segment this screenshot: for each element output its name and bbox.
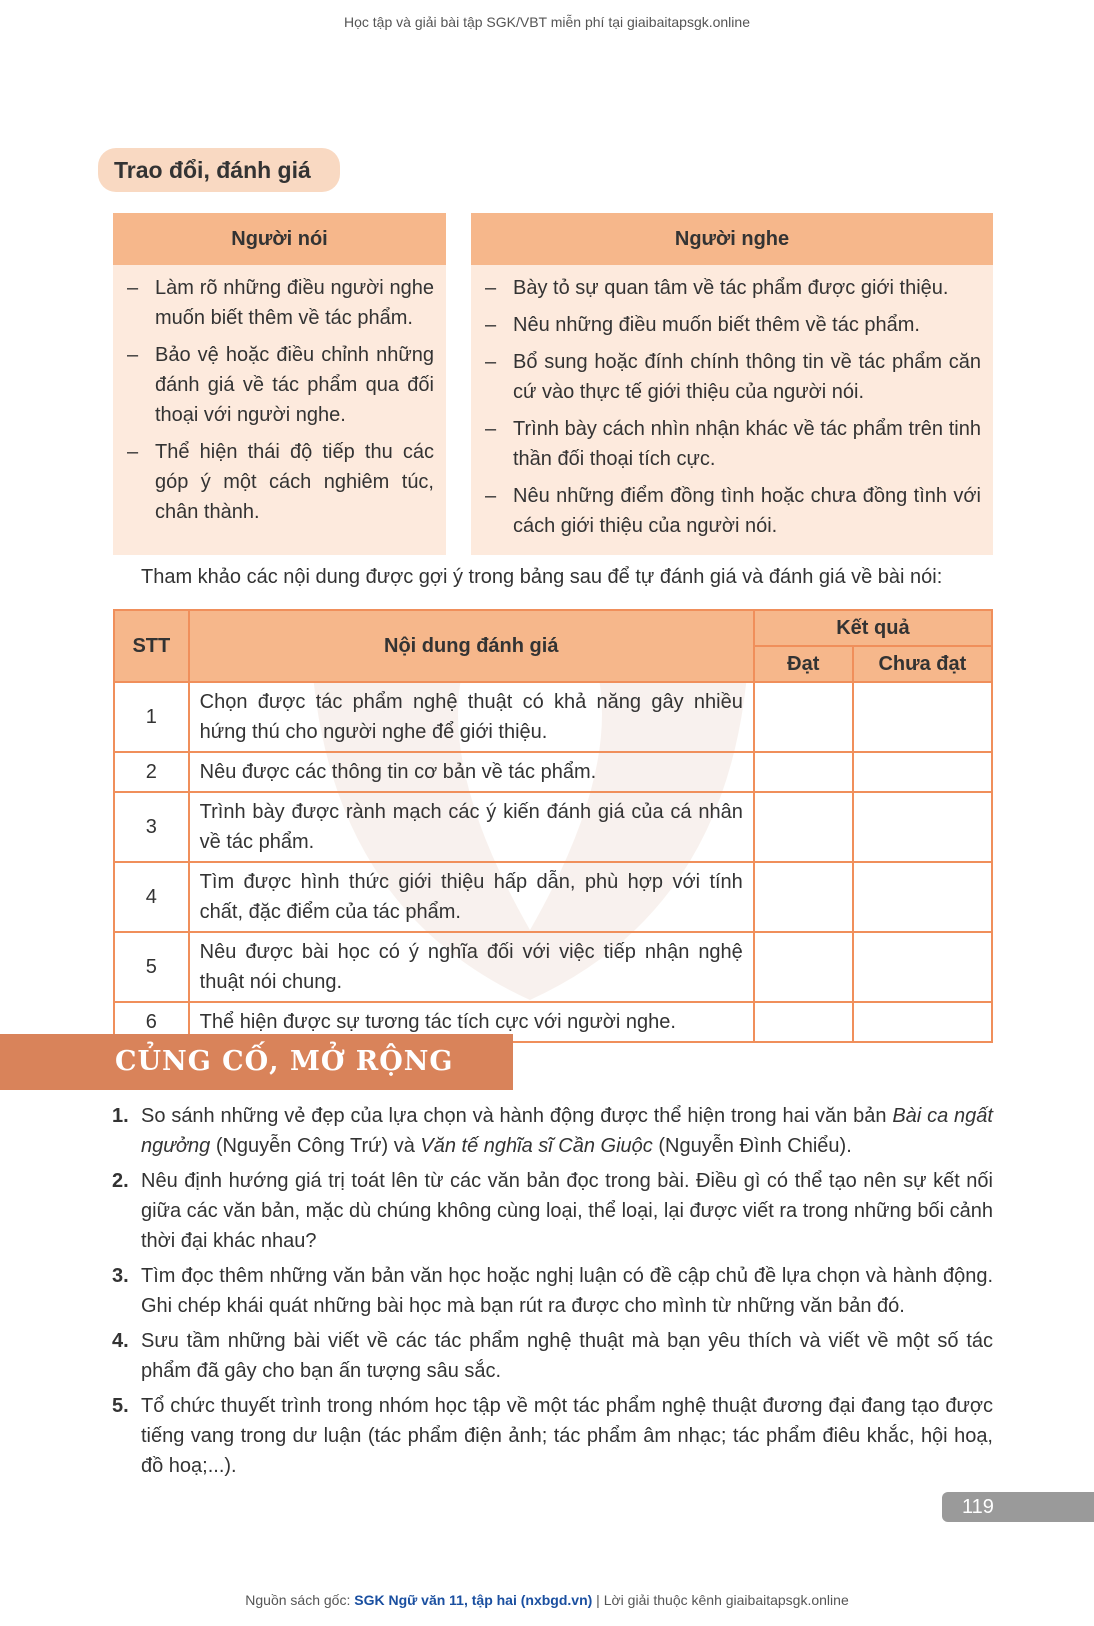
row-fail-cell[interactable] bbox=[853, 1002, 992, 1042]
footer-prefix: Nguồn sách gốc: bbox=[245, 1592, 355, 1608]
footer-suffix: | Lời giải thuộc kênh giaibaitapsgk.online bbox=[592, 1592, 849, 1608]
row-content: Trình bày được rành mạch các ý kiến đánh giá của cá nhân về tác phẩm. bbox=[189, 792, 754, 862]
question-text: (Nguyễn Công Trứ) và bbox=[210, 1135, 421, 1157]
table-row bbox=[114, 792, 992, 862]
row-content: Chọn được tác phẩm nghệ thuật có khả năng gây nhiều hứng thú cho người nghe để giới thiệu. bbox=[189, 682, 754, 752]
evaluation-table bbox=[113, 609, 993, 1043]
row-content: Nêu được các thông tin cơ bản về tác phẩm. bbox=[189, 752, 754, 792]
question-text: So sánh những vẻ đẹp của lựa chọn và hành động được thể hiện trong hai văn bản bbox=[141, 1105, 893, 1127]
col-result: Kết quả bbox=[754, 610, 992, 646]
row-content: Nêu được bài học có ý nghĩa đối với việc tiếp nhận nghệ thuật nói chung. bbox=[189, 932, 754, 1002]
question-number: 4. bbox=[112, 1330, 129, 1352]
row-stt: 2 bbox=[114, 752, 189, 792]
question-text: Tìm đọc thêm những văn bản văn học hoặc nghị luận có đề cập chủ đề lựa chọn và hành động. Ghi chép khái quát những bài học mà bạn rút ra được cho mình từ những văn bản đó. bbox=[141, 1265, 993, 1317]
page-header: Học tập và giải bài tập SGK/VBT miễn phí tại giaibaitapsgk.online bbox=[344, 14, 750, 30]
section-banner: CỦNG CỐ, MỞ RỘNG bbox=[0, 1034, 513, 1090]
row-pass-cell[interactable] bbox=[754, 932, 853, 1002]
question-item bbox=[112, 1326, 993, 1386]
work-title: Bài ca ngất ngưởng bbox=[141, 1105, 993, 1157]
question-number: 5. bbox=[112, 1395, 129, 1417]
footer-source-link[interactable]: SGK Ngữ văn 11, tập hai (nxbgd.vn) bbox=[354, 1592, 593, 1608]
col-stt: STT bbox=[114, 610, 189, 682]
row-fail-cell[interactable] bbox=[853, 792, 992, 862]
row-stt: 5 bbox=[114, 932, 189, 1002]
question-text: Nêu định hướng giá trị toát lên từ các văn bản đọc trong bài. Điều gì có thể tạo nên sự kết nối giữa các văn bản, mặc dù chúng không cùng loại, thể loại, lại được viết ra trong những bối cảnh thời đại khác nhau? bbox=[141, 1170, 993, 1252]
bullet-item: – Nêu những điểm đồng tình hoặc chưa đồng tình với cách giới thiệu của người nói. bbox=[485, 481, 981, 541]
page-footer bbox=[0, 1592, 1094, 1608]
question-item bbox=[112, 1391, 993, 1481]
question-number: 3. bbox=[112, 1265, 129, 1287]
table-row bbox=[114, 862, 992, 932]
table-row bbox=[114, 932, 992, 1002]
section-title: Trao đổi, đánh giá bbox=[98, 148, 340, 192]
row-content: Tìm được hình thức giới thiệu hấp dẫn, phù hợp với tính chất, đặc điểm của tác phẩm. bbox=[189, 862, 754, 932]
question-text: (Nguyễn Đình Chiểu). bbox=[652, 1135, 852, 1157]
row-stt: 1 bbox=[114, 682, 189, 752]
question-item bbox=[112, 1166, 993, 1256]
page-number: 119 bbox=[942, 1492, 1094, 1522]
row-pass-cell[interactable] bbox=[754, 752, 853, 792]
question-text: Tổ chức thuyết trình trong nhóm học tập về một tác phẩm nghệ thuật đương đại đang tạo được tiếng vang trong dư luận (tác phẩm điện ảnh; tác phẩm âm nhạc; tác phẩm điêu khắc, hội hoạ, đồ hoạ;...). bbox=[141, 1395, 993, 1477]
bullet-item: – Thể hiện thái độ tiếp thu các góp ý một cách nghiêm túc, chân thành. bbox=[127, 437, 434, 527]
bullet-item: – Bổ sung hoặc đính chính thông tin về tác phẩm căn cứ vào thực tế giới thiệu của người nói. bbox=[485, 347, 981, 407]
question-text: Sưu tầm những bài viết về các tác phẩm nghệ thuật mà bạn yêu thích và viết về một số tác phẩm đã gây cho bạn ấn tượng sâu sắc. bbox=[141, 1330, 993, 1382]
row-pass-cell[interactable] bbox=[754, 862, 853, 932]
col-content: Nội dung đánh giá bbox=[189, 610, 754, 682]
bullet-item: – Bày tỏ sự quan tâm về tác phẩm được giới thiệu. bbox=[485, 273, 981, 303]
col-fail: Chưa đạt bbox=[853, 646, 992, 682]
listener-card-title: Người nghe bbox=[471, 213, 993, 265]
bullet-item: – Nêu những điều muốn biết thêm về tác phẩm. bbox=[485, 310, 981, 340]
listener-list bbox=[471, 265, 993, 558]
row-pass-cell[interactable] bbox=[754, 1002, 853, 1042]
listener-card bbox=[471, 213, 993, 555]
bullet-item: – Bảo vệ hoặc điều chỉnh những đánh giá về tác phẩm qua đối thoại với người nghe. bbox=[127, 340, 434, 430]
table-row bbox=[114, 682, 992, 752]
row-fail-cell[interactable] bbox=[853, 862, 992, 932]
row-stt: 4 bbox=[114, 862, 189, 932]
speaker-list bbox=[113, 265, 446, 544]
table-row bbox=[114, 752, 992, 792]
row-stt: 6 bbox=[114, 1002, 189, 1042]
evaluation-rows bbox=[114, 682, 992, 1042]
row-pass-cell[interactable] bbox=[754, 792, 853, 862]
speaker-card bbox=[113, 213, 446, 555]
question-item bbox=[112, 1101, 993, 1161]
row-fail-cell[interactable] bbox=[853, 682, 992, 752]
intro-text: Tham khảo các nội dung được gợi ý trong bảng sau để tự đánh giá và đánh giá về bài nói: bbox=[141, 566, 943, 588]
question-number: 1. bbox=[112, 1105, 129, 1127]
bullet-item: – Trình bày cách nhìn nhận khác về tác phẩm trên tinh thần đối thoại tích cực. bbox=[485, 414, 981, 474]
row-content: Thể hiện được sự tương tác tích cực với người nghe. bbox=[189, 1002, 754, 1042]
questions-list bbox=[112, 1101, 993, 1486]
row-stt: 3 bbox=[114, 792, 189, 862]
question-number: 2. bbox=[112, 1170, 129, 1192]
row-pass-cell[interactable] bbox=[754, 682, 853, 752]
speaker-card-title: Người nói bbox=[113, 213, 446, 265]
row-fail-cell[interactable] bbox=[853, 932, 992, 1002]
question-item bbox=[112, 1261, 993, 1321]
col-pass: Đạt bbox=[754, 646, 853, 682]
bullet-item: – Làm rõ những điều người nghe muốn biết thêm về tác phẩm. bbox=[127, 273, 434, 333]
work-title: Văn tế nghĩa sĩ Cần Giuộc bbox=[420, 1135, 653, 1157]
row-fail-cell[interactable] bbox=[853, 752, 992, 792]
